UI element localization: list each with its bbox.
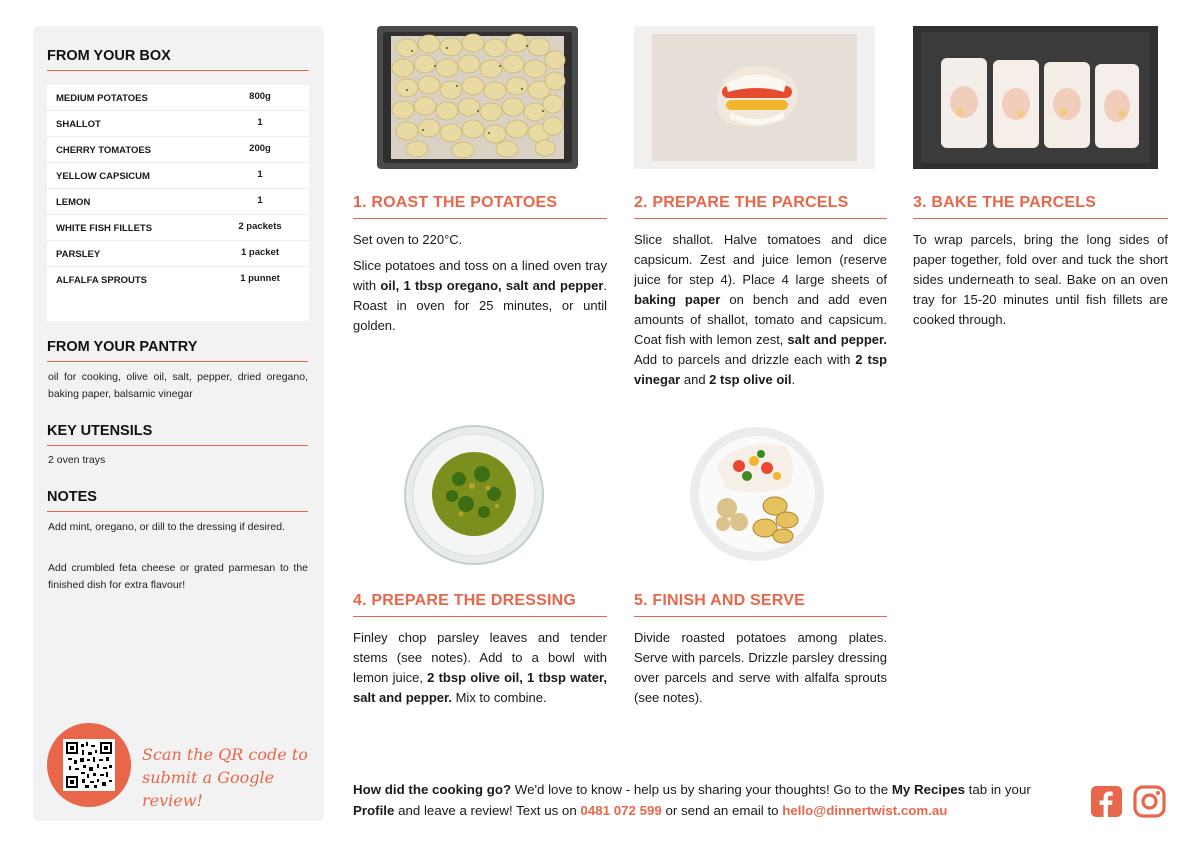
- ingredient-qty: 1: [257, 195, 263, 206]
- ingredient-name: MEDIUM POTATOES: [56, 93, 148, 104]
- ingredient-name: WHITE FISH FILLETS: [56, 223, 153, 234]
- step-run: To wrap parcels, bring the long sides of paper together, fold over and tuck the short sides underneath to seal. Bake on an oven tray for 15-20 minutes until fish fillets are cooked through.: [913, 232, 1168, 327]
- step-3-text: [913, 230, 1168, 336]
- notes-item: Add mint, oregano, or dill to the dressing if desired.: [48, 521, 285, 533]
- step-run: .: [791, 372, 796, 387]
- heading-rule: [47, 445, 308, 446]
- ingredient-qty: 800g: [249, 91, 271, 102]
- step-run: Finley chop parsley leaves and tender stems (see notes). Add to a bowl with lemon juice,: [353, 630, 607, 685]
- table-row: [47, 137, 309, 163]
- footer-run: tab in your: [964, 782, 1031, 797]
- facebook-icon[interactable]: [1091, 786, 1122, 817]
- step-run: on bench and add even amounts of shallot, tomato and capsicum. Coat fish with lemon zest,: [634, 292, 887, 347]
- step-5-title: 5. FINISH AND SERVE: [634, 592, 805, 609]
- step-emphasis: baking paper: [634, 292, 721, 307]
- ingredient-qty: 2 packets: [238, 221, 282, 232]
- step-2-text: [634, 230, 887, 396]
- feedback-footer: [353, 779, 1073, 821]
- ingredient-qty: 1: [257, 169, 263, 180]
- step-rule: [353, 616, 607, 617]
- step-1-text: [353, 230, 607, 342]
- ingredient-name: PARSLEY: [56, 249, 101, 260]
- qr-badge[interactable]: [47, 723, 131, 807]
- footer-run: We'd love to know - help us by sharing your thoughts! Go to the: [511, 782, 892, 797]
- step-paragraph: [913, 230, 1168, 330]
- bake-parcels-photo: [913, 26, 1158, 169]
- table-row: [47, 215, 309, 241]
- step-emphasis: 2 tsp olive oil: [709, 372, 792, 387]
- table-row: [47, 163, 309, 189]
- parcel-prep-photo: [634, 26, 875, 169]
- ingredient-qty: 1: [257, 117, 263, 128]
- step-emphasis: 2 tbsp olive oil, 1 tbsp water, salt and pepper.: [353, 670, 607, 705]
- pantry-heading: FROM YOUR PANTRY: [47, 339, 198, 355]
- step-paragraph: [353, 628, 607, 708]
- qr-code-icon[interactable]: [63, 739, 115, 791]
- utensils-text: 2 oven trays: [48, 454, 106, 466]
- step-run: Slice potatoes and toss on a lined oven tray with: [353, 258, 607, 293]
- ingredient-name: ALFALFA SPROUTS: [56, 275, 147, 286]
- footer-run: Profile: [353, 803, 395, 818]
- step-paragraph: [353, 230, 607, 250]
- ingredient-qty: 200g: [249, 143, 271, 154]
- step-paragraph: [353, 256, 607, 336]
- ingredient-name: LEMON: [56, 197, 91, 208]
- step-run: Set oven to 220°C.: [353, 232, 463, 247]
- ingredient-name: YELLOW CAPSICUM: [56, 171, 150, 182]
- step-run: Add to parcels and drizzle each with: [634, 352, 856, 367]
- step-run: Divide roasted potatoes among plates. Serve with parcels. Drizzle parsley dressing over parcels and serve with alfalfa sprouts (see notes).: [634, 630, 887, 705]
- sidebar: [33, 26, 324, 821]
- step-rule: [913, 218, 1168, 219]
- step-paragraph: [634, 230, 887, 390]
- step-rule: [353, 218, 607, 219]
- step-1-title: 1. ROAST THE POTATOES: [353, 194, 558, 211]
- step-rule: [634, 616, 887, 617]
- step-run: Slice shallot. Halve tomatoes and dice capsicum. Zest and juice lemon (reserve juice for step 4). Place 4 large sheets of: [634, 232, 887, 287]
- footer-run: My Recipes: [891, 782, 965, 797]
- step-emphasis: 2 tsp vinegar: [634, 352, 888, 387]
- table-row: [47, 189, 309, 215]
- footer-run: How did the cooking go?: [353, 782, 512, 797]
- step-run: Mix to combine.: [451, 690, 547, 705]
- dressing-bowl-photo: [404, 424, 544, 566]
- heading-rule: [47, 361, 308, 362]
- footer-run: or send an email to: [661, 803, 783, 818]
- step-2-title: 2. PREPARE THE PARCELS: [634, 194, 849, 211]
- ingredient-name: SHALLOT: [56, 119, 101, 130]
- step-5-text: [634, 628, 887, 714]
- step-rule: [634, 218, 887, 219]
- footer-run: and leave a review! Text us on: [394, 803, 581, 818]
- roast-potatoes-photo: [377, 26, 578, 169]
- pantry-text: oil for cooking, olive oil, salt, pepper, dried oregano, baking paper, balsamic vinegar: [48, 371, 308, 400]
- step-4-text: [353, 628, 607, 714]
- table-row: [47, 267, 309, 293]
- footer-link[interactable]: 0481 072 599: [580, 803, 662, 818]
- notes-heading: NOTES: [47, 489, 97, 505]
- instagram-icon[interactable]: [1133, 785, 1166, 818]
- ingredient-qty: 1 packet: [240, 247, 280, 258]
- footer-link[interactable]: hello@dinnertwist.com.au: [782, 803, 948, 818]
- ingredient-qty: 1 punnet: [240, 273, 280, 284]
- table-row: [47, 85, 309, 111]
- ingredients-table: [47, 85, 309, 321]
- step-paragraph: [634, 628, 887, 708]
- step-4-title: 4. PREPARE THE DRESSING: [353, 592, 577, 609]
- step-emphasis: oil, 1 tbsp oregano, salt and pepper: [380, 278, 604, 293]
- step-emphasis: salt and pepper.: [787, 332, 887, 347]
- utensils-heading: KEY UTENSILS: [47, 423, 153, 439]
- finished-plate-photo: [689, 426, 825, 562]
- heading-rule: [47, 70, 309, 71]
- ingredient-name: CHERRY TOMATOES: [56, 145, 152, 156]
- qr-review-note: Scan the QR code to submit a Google review!: [142, 745, 308, 810]
- step-3-title: 3. BAKE THE PARCELS: [913, 194, 1097, 211]
- step-run: . Roast in oven for 25 minutes, or until golden.: [353, 278, 607, 333]
- table-row: [47, 241, 309, 267]
- table-row: [47, 111, 309, 137]
- from-your-box-heading: FROM YOUR BOX: [47, 48, 171, 64]
- step-run: and: [680, 372, 710, 387]
- notes-item: Add crumbled feta cheese or grated parmesan to the finished dish for extra flavour!: [48, 562, 308, 591]
- heading-rule: [47, 511, 308, 512]
